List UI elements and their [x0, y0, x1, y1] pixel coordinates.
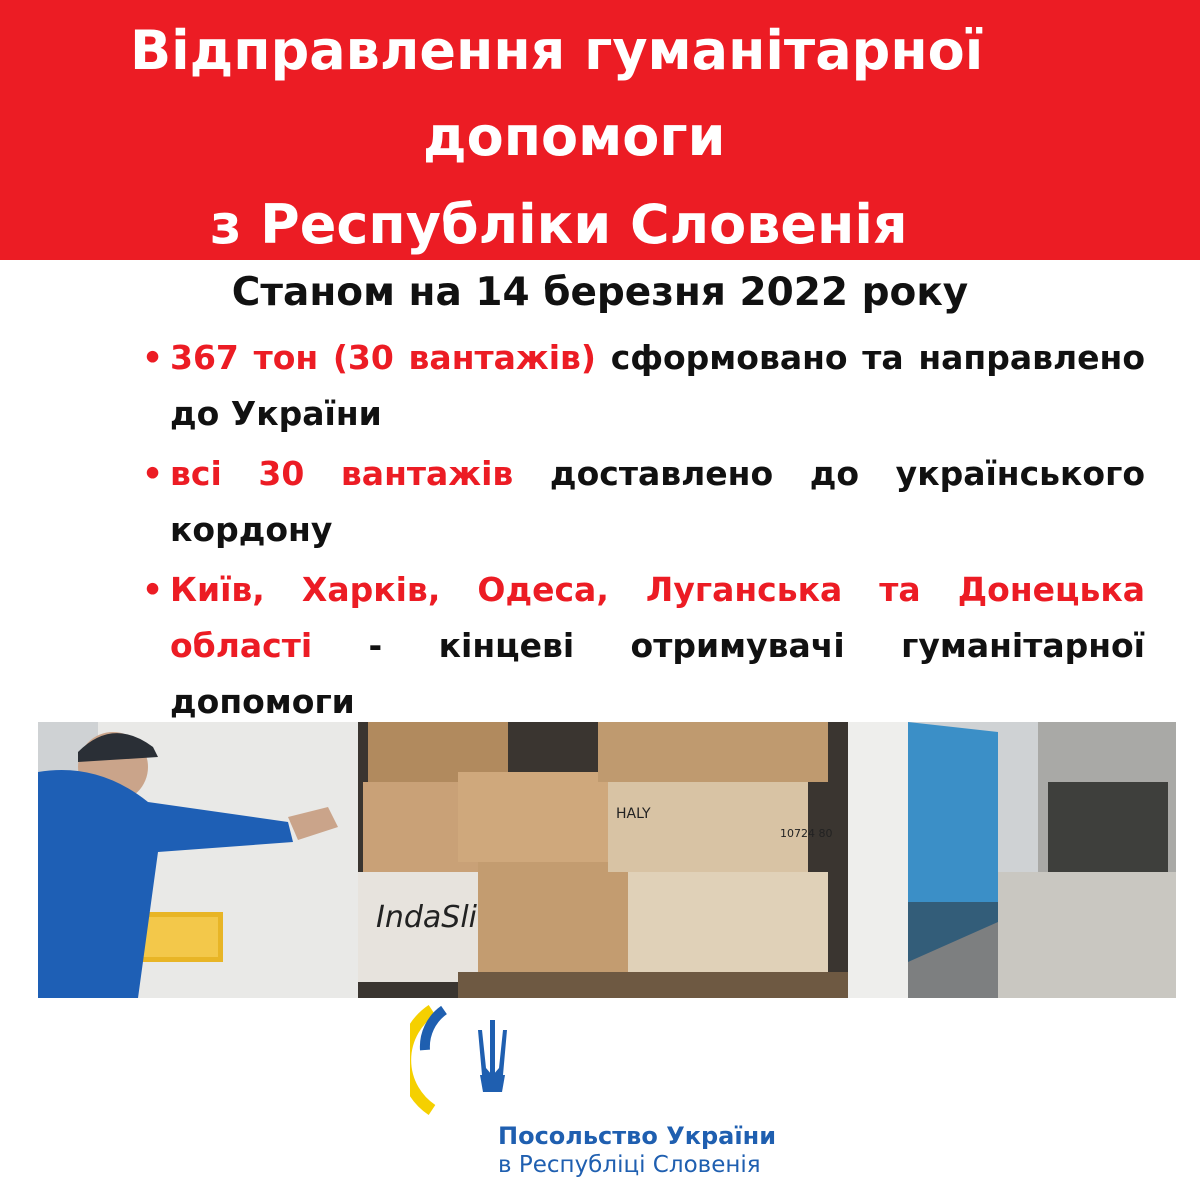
fact-text: сформовано та направлено до України: [170, 338, 1145, 433]
truck-loading-photo: [38, 722, 1176, 998]
facts-list: [140, 330, 1145, 734]
date-subtitle: Станом на 14 березня 2022 року: [231, 270, 969, 315]
fact-highlight: 367 тон (30 вантажів): [170, 338, 597, 377]
embassy-name-line2: в Республіці Словенія: [498, 1152, 761, 1178]
embassy-name-line1: Посольство України: [498, 1122, 777, 1150]
fact-item-3: [140, 562, 1145, 730]
bullet-dot-icon: •: [142, 338, 164, 377]
bullet-dot-icon: •: [142, 454, 164, 493]
title-line-1: Відправлення гуманітарної: [130, 19, 984, 82]
fact-item-1: [140, 330, 1145, 442]
fact-highlight: Київ, Харків, Одеса, Луганська та Донецька області: [170, 570, 1145, 665]
title-line-3: з Республіки Словенія: [210, 193, 908, 256]
fact-item-2: [140, 446, 1145, 558]
box-label: 10724 80: [780, 827, 833, 840]
fact-text: - кінцеві отримувачі гуманітарної допомоги: [170, 626, 1145, 721]
title-line-2: допомоги: [423, 105, 726, 168]
ukraine-trident-icon: [410, 1005, 790, 1115]
box-label: HALY: [616, 806, 651, 822]
truck-loading-illustration: [38, 722, 1176, 998]
fact-highlight: всі 30 вантажів: [170, 454, 514, 493]
bullet-dot-icon: •: [142, 570, 164, 609]
fact-text: доставлено до українського кордону: [170, 454, 1146, 549]
box-label: IndaSli: [376, 900, 478, 935]
